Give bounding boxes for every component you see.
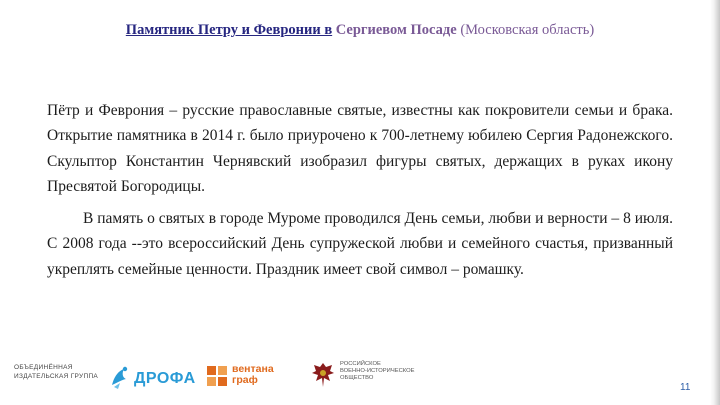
drofa-bird-icon (108, 363, 132, 391)
rvio-line3: ОБЩЕСТВО (340, 375, 374, 381)
right-edge-shadow (710, 0, 720, 405)
rvio-line1: РОССИЙСКОЕ (340, 361, 381, 367)
double-eagle-emblem-icon (310, 359, 336, 391)
page-title (0, 22, 720, 39)
ventana-text: вентана (232, 363, 274, 375)
title-place: Сергиевом Посаде (332, 22, 457, 38)
title-region: (Московская область) (456, 22, 595, 38)
graf-text: граф (232, 374, 258, 386)
rvio-line2: ВОЕННО-ИСТОРИЧЕСКОЕ (340, 368, 415, 374)
ventana-window-icon (206, 364, 228, 388)
publishing-group-logo (14, 364, 98, 381)
title-link[interactable]: Памятник Петру и Февронии в (125, 22, 333, 38)
logo1-line1: ОБЪЕДИНЁННАЯ (14, 364, 73, 371)
logo1-line2: ИЗДАТЕЛЬСКАЯ ГРУППА (14, 372, 99, 380)
body-text (47, 98, 673, 282)
page-number: 11 (680, 382, 691, 393)
paragraph-1: Пётр и Феврония – русские православные святые, известны как покровители семьи и брака. Открытие памятника в 2014 г. было приурочено к 700-летнему юбилею Сергия Радонежского. Скульптор Константин Чернявский изобразил фигуры святых, держащих в руках икону Пресвятой Богородицы. (47, 102, 673, 195)
footer-logos (0, 352, 720, 405)
drofa-text: ДРОФА (134, 370, 196, 387)
paragraph-2: В память о святых в городе Муроме проводился День семьи, любви и верности – 8 июля. С 2008 года --это всероссийский День супружеской любви и семейного счастья, призванный укреплять семейные ценности. Праздник имеет свой символ – ромашку. (47, 210, 673, 278)
